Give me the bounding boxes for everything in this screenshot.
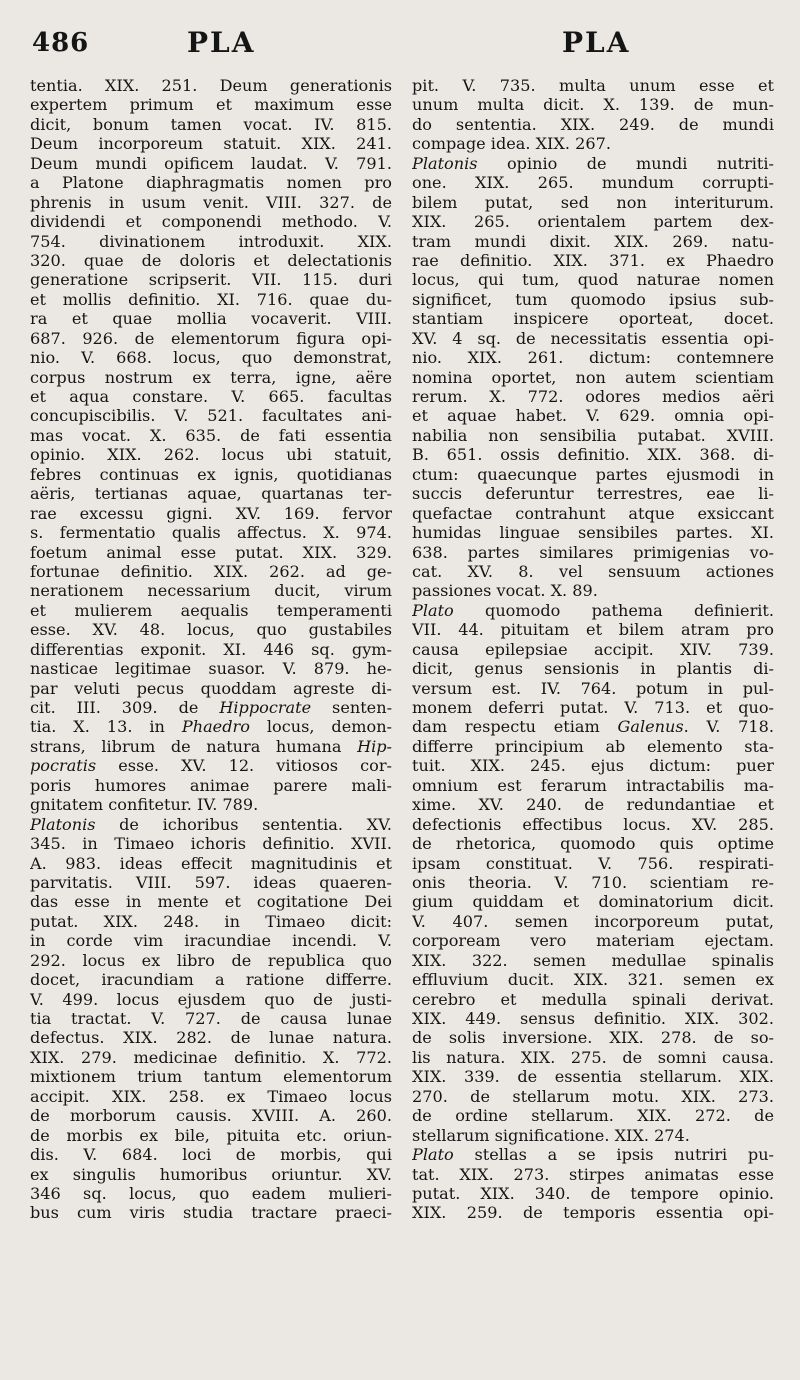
text-line: nio. XIX. 261. dictum: contemnere: [412, 348, 774, 368]
text-line: differentias exponit. XI. 446 sq. gym-: [30, 639, 392, 659]
text-line: corpus nostrum ex terra, igne, aëre: [30, 367, 392, 387]
text-line: Deum mundi opificem laudat. V. 791.: [30, 153, 392, 173]
text-line: Deum incorporeum statuit. XIX. 241.: [30, 134, 392, 154]
text-line: 320. quae de doloris et delectationis: [30, 250, 392, 270]
text-line: xime. XV. 240. de redundantiae et: [412, 795, 774, 815]
text-line: dividendi et componendi methodo. V.: [30, 212, 392, 232]
text-line: XV. 4 sq. de necessitatis essentia opi-: [412, 328, 774, 348]
text-line: onis theoria. V. 710. scientiam re-: [412, 872, 774, 892]
text-line: ra et quae mollia vocaverit. VIII.: [30, 309, 392, 329]
text-line: de morbis ex bile, pituita etc. oriun-: [30, 1125, 392, 1145]
text-line: 292. locus ex libro de republica quo: [30, 950, 392, 970]
text-line: 687. 926. de elementorum figura opi-: [30, 328, 392, 348]
text-line: XIX. 449. sensus definitio. XIX. 302.: [412, 1009, 774, 1028]
text-line: accipit. XIX. 258. ex Timaeo locus: [30, 1086, 392, 1106]
text-line: Plato quomodo pathema definierit.: [412, 600, 774, 620]
text-line: cit. III. 309. de Hippocrate senten-: [30, 698, 392, 717]
text-line: febres continuas ex ignis, quotidianas: [30, 464, 392, 484]
text-line: cerebro et medulla spinali derivat.: [412, 989, 774, 1009]
text-line: bilem putat, sed non interiturum.: [412, 192, 774, 212]
text-line: differre principium ab elemento sta-: [412, 736, 774, 756]
text-line: nerationem necessarium ducit, virum: [30, 581, 392, 601]
text-line: succis deferuntur terrestres, eae li-: [412, 484, 774, 504]
text-line: omnium est ferarum intractabilis ma-: [412, 775, 774, 795]
text-line: docet, iracundiam a ratione differre.: [30, 970, 392, 990]
running-header: [32, 24, 776, 64]
text-line: causa epilepsiae accipit. XIV. 739.: [412, 639, 774, 659]
text-line: nio. V. 668. locus, quo demonstrat,: [30, 348, 392, 368]
text-line: cat. XV. 8. vel sensuum actiones: [412, 561, 774, 581]
text-line: pit. V. 735. multa unum esse et: [412, 76, 774, 95]
text-line: Platonis opinio de mundi nutriti-: [412, 153, 774, 173]
text-line: strans, librum de natura humana Hip-: [30, 736, 392, 756]
text-line: parvitatis. VIII. 597. ideas quaeren-: [30, 872, 392, 892]
text-line: one. XIX. 265. mundum corrupti-: [412, 173, 774, 193]
text-line: dam respectu etiam Galenus. V. 718.: [412, 717, 774, 737]
text-line: de morborum causis. XVIII. A. 260.: [30, 1106, 392, 1126]
text-line: mixtionem trium tantum elementorum: [30, 1067, 392, 1087]
text-line: V. 499. locus ejusdem quo de justi-: [30, 989, 392, 1009]
text-line: foetum animal esse putat. XIX. 329.: [30, 542, 392, 562]
text-line: 345. in Timaeo ichoris definitio. XVII.: [30, 834, 392, 854]
text-line: quefactae contrahunt atque exsiccant: [412, 503, 774, 523]
text-line: nomina oportet, non autem scientiam: [412, 367, 774, 387]
text-line: esse. XV. 48. locus, quo gustabiles: [30, 620, 392, 640]
text-line: compage idea. XIX. 267.: [412, 134, 611, 154]
text-line: corpoream vero materiam ejectam.: [412, 931, 774, 951]
text-line: tram mundi dixit. XIX. 269. natu-: [412, 231, 774, 251]
text-line: dicit, genus sensionis in plantis di-: [412, 659, 774, 679]
text-line: generatione scripserit. VII. 115. duri: [30, 270, 392, 290]
text-line: fortunae definitio. XIX. 262. ad ge-: [30, 561, 392, 581]
text-line: de rhetorica, quomodo quis optime: [412, 834, 774, 854]
text-line: de ordine stellarum. XIX. 272. de: [412, 1106, 774, 1126]
text-line: de solis inversione. XIX. 278. de so-: [412, 1028, 774, 1048]
text-line: par veluti pecus quoddam agreste di-: [30, 678, 392, 698]
text-line: aëris, tertianas aquae, quartanas ter-: [30, 484, 392, 504]
text-line: et aqua constare. V. 665. facultas: [30, 387, 392, 406]
text-line: locus, qui tum, quod naturae nomen: [412, 270, 774, 290]
text-line: ipsam constituat. V. 756. respirati-: [412, 853, 774, 873]
text-line: defectionis effectibus locus. XV. 285.: [412, 814, 774, 834]
text-line: VII. 44. pituitam et bilem atram pro: [412, 620, 774, 640]
right-column: [412, 76, 774, 1360]
text-line: versum est. IV. 764. potum in pul-: [412, 678, 774, 698]
text-line: XIX. 265. orientalem partem dex-: [412, 212, 774, 232]
text-line: opinio. XIX. 262. locus ubi statuit,: [30, 445, 392, 465]
text-line: concupiscibilis. V. 521. facultates ani-: [30, 406, 392, 426]
text-line: XIX. 339. de essentia stellarum. XIX.: [412, 1067, 774, 1087]
text-line: effluvium ducit. XIX. 321. semen ex: [412, 970, 774, 990]
text-line: ex singulis humoribus oriuntur. XV.: [30, 1164, 392, 1184]
text-line: Platonis de ichoribus sententia. XV.: [30, 814, 392, 834]
text-line: pocratis esse. XV. 12. vitiosos cor-: [30, 756, 392, 776]
text-line: humidas linguae sensibiles partes. XI.: [412, 523, 774, 543]
text-line: tuit. XIX. 245. ejus dictum: puer: [412, 756, 774, 776]
text-line: tat. XIX. 273. stirpes animatas esse: [412, 1164, 774, 1184]
text-line: unum multa dicit. X. 139. de mun-: [412, 95, 774, 115]
text-line: phrenis in usum venit. VIII. 327. de: [30, 192, 392, 212]
text-line: s. fermentatio qualis affectus. X. 974.: [30, 523, 392, 543]
text-line: 754. divinationem introduxit. XIX.: [30, 231, 392, 251]
text-line: defectus. XIX. 282. de lunae natura.: [30, 1028, 392, 1048]
text-line: nasticae legitimae suasor. V. 879. he-: [30, 659, 392, 679]
text-line: et mulierem aequalis temperamenti: [30, 600, 392, 620]
text-line: expertem primum et maximum esse: [30, 95, 392, 115]
text-line: putat. XIX. 248. in Timaeo dicit:: [30, 911, 392, 931]
text-line: 346 sq. locus, quo eadem mulieri-: [30, 1183, 392, 1203]
text-line: das esse in mente et cogitatione Dei: [30, 892, 392, 912]
text-line: stellarum significatione. XIX. 274.: [412, 1125, 690, 1145]
text-line: et mollis definitio. XI. 716. quae du-: [30, 289, 392, 309]
text-line: gnitatem confitetur. IV. 789.: [30, 795, 259, 815]
text-line: stantiam inspicere oporteat, docet.: [412, 309, 774, 329]
text-line: gium quiddam et dominatorium dicit.: [412, 892, 774, 912]
text-line: passiones vocat. X. 89.: [412, 581, 598, 601]
right-running-head: PLA: [562, 26, 631, 59]
text-columns: [30, 76, 774, 1360]
text-line: mas vocat. X. 635. de fati essentia: [30, 425, 392, 445]
text-line: nabilia non sensibilia putabat. XVIII.: [412, 425, 774, 445]
text-line: ctum: quaecunque partes ejusmodi in: [412, 464, 774, 484]
text-line: rerum. X. 772. odores medios aëri: [412, 387, 774, 406]
text-line: monem deferri putat. V. 713. et quo-: [412, 698, 774, 717]
text-line: tia. X. 13. in Phaedro locus, demon-: [30, 717, 392, 737]
text-line: do sententia. XIX. 249. de mundi: [412, 114, 774, 134]
text-line: tentia. XIX. 251. Deum generationis: [30, 76, 392, 95]
text-line: poris humores animae parere mali-: [30, 775, 392, 795]
text-line: lis natura. XIX. 275. de somni causa.: [412, 1047, 774, 1067]
text-line: et aquae habet. V. 629. omnia opi-: [412, 406, 774, 426]
text-line: XIX. 279. medicinae definitio. X. 772.: [30, 1047, 392, 1067]
page-number: 486: [32, 28, 90, 58]
text-line: rae definitio. XIX. 371. ex Phaedro: [412, 250, 774, 270]
text-line: B. 651. ossis definitio. XIX. 368. di-: [412, 445, 774, 465]
text-line: Plato stellas a se ipsis nutriri pu-: [412, 1145, 774, 1165]
text-line: significet, tum quomodo ipsius sub-: [412, 289, 774, 309]
text-line: tia tractat. V. 727. de causa lunae: [30, 1009, 392, 1028]
text-line: A. 983. ideas effecit magnitudinis et: [30, 853, 392, 873]
text-line: a Platone diaphragmatis nomen pro: [30, 173, 392, 193]
text-line: in corde vim iracundiae incendi. V.: [30, 931, 392, 951]
text-line: dis. V. 684. loci de morbis, qui: [30, 1145, 392, 1165]
text-line: bus cum viris studia tractare praeci-: [30, 1203, 392, 1223]
text-line: dicit, bonum tamen vocat. IV. 815.: [30, 114, 392, 134]
left-running-head: PLA: [187, 26, 256, 59]
text-line: 270. de stellarum motu. XIX. 273.: [412, 1086, 774, 1106]
text-line: rae excessu gigni. XV. 169. fervor: [30, 503, 392, 523]
text-line: XIX. 259. de temporis essentia opi-: [412, 1203, 774, 1223]
text-line: 638. partes similares primigenias vo-: [412, 542, 774, 562]
left-column: [30, 76, 392, 1360]
text-line: XIX. 322. semen medullae spinalis: [412, 950, 774, 970]
text-line: V. 407. semen incorporeum putat,: [412, 911, 774, 931]
text-line: putat. XIX. 340. de tempore opinio.: [412, 1183, 774, 1203]
